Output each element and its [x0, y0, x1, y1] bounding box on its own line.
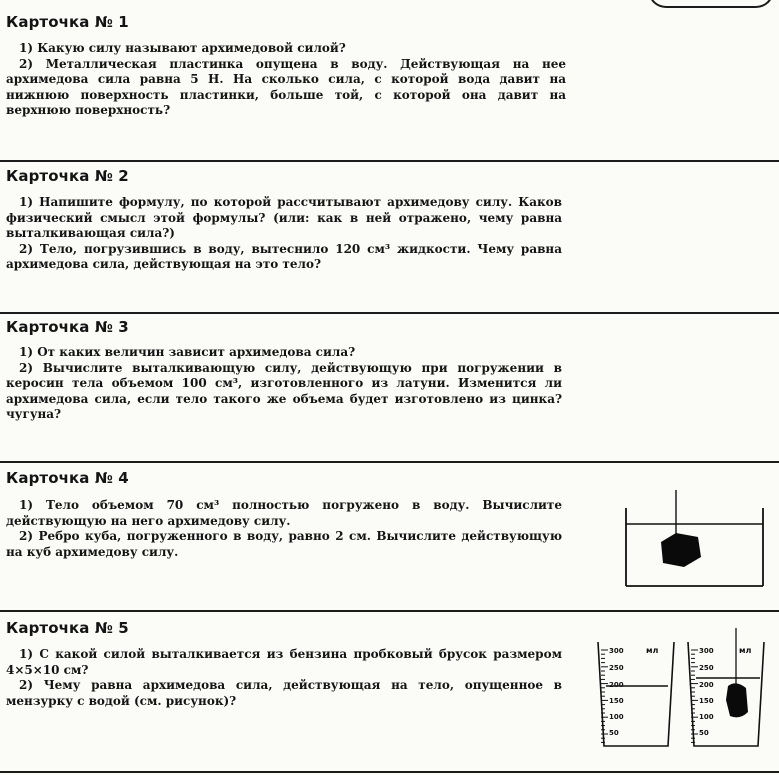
beaker-1-scale-50: 50	[609, 729, 619, 737]
card-2-question-1: 1) Напишите формулу, по которой рассчитывают архимедову силу. Каков физический смысл этой формулы? (или: как в ней отражено, чему равна выталкивающая сила?)	[6, 195, 562, 241]
card-1	[6, 12, 566, 119]
submerged-cube	[661, 533, 701, 567]
beaker-2-scale-50: 50	[699, 729, 709, 737]
card-2	[6, 166, 562, 273]
beaker-1-scale-100: 100	[609, 713, 624, 721]
card-5-question-2: 2) Чему равна архимедова сила, действующая на тело, опущенное в мензурку с водой (см. рисунок)?	[6, 678, 562, 708]
submerged-cube-figure	[618, 490, 768, 595]
beaker-1-scale-300: 300	[609, 647, 624, 655]
card-1-title: Карточка № 1	[6, 13, 129, 31]
beaker-2-unit-label: мл	[739, 646, 752, 655]
measuring-cylinder-2	[688, 628, 764, 746]
beaker-1-scale-250: 250	[609, 664, 624, 672]
beaker-2-scale-250: 250	[699, 664, 714, 672]
card-5	[6, 618, 562, 709]
divider-1	[0, 160, 779, 162]
card-3	[6, 317, 562, 423]
card-4-title: Карточка № 4	[6, 469, 129, 487]
card-1-question-2: 2) Металлическая пластинка опущена в воду. Действующая на нее архимедова сила равна 5 Н. На сколько сила, с которой вода давит на нижнюю поверхность пластинки, больше той, с которой она давит на верхнюю поверхность?	[6, 56, 566, 118]
divider-3	[0, 461, 779, 463]
measuring-cylinder-1	[598, 642, 674, 746]
card-3-question-1: 1) От каких величин зависит архимедова сила?	[19, 345, 356, 359]
beaker-2-submerged-body	[726, 683, 748, 717]
card-4-question-2: 2) Ребро куба, погруженного в воду, равно 2 см. Вычислите действующую на куб архимедову силу.	[6, 529, 562, 559]
beaker-figure	[596, 626, 776, 751]
card-3-question-2: 2) Вычислите выталкивающую силу, действующую при погружении в керосин тела объемом 100 см³, изготовленного из латуни. Изменится ли архимедова сила, если тело такого же объема будет изготовлено из цинка? чугуна?	[6, 360, 562, 422]
beaker-1-scale-150: 150	[609, 697, 624, 705]
card-5-title: Карточка № 5	[6, 619, 129, 637]
card-2-title: Карточка № 2	[6, 167, 129, 185]
beaker-1-unit-label: мл	[646, 646, 659, 655]
card-2-question-2: 2) Тело, погрузившись в воду, вытеснило 120 см³ жидкости. Чему равна архимедова сила, действующая на это тело?	[6, 241, 562, 272]
card-1-question-1: 1) Какую силу называют архимедовой силой?	[19, 41, 346, 55]
beaker-2-scale-200: 200	[699, 681, 714, 689]
beaker-2-scale-300: 300	[699, 647, 714, 655]
divider-2	[0, 312, 779, 314]
card-4	[6, 468, 562, 560]
divider-bottom	[0, 771, 779, 773]
top-edge-arc	[648, 0, 774, 8]
divider-4	[0, 610, 779, 612]
beaker-2-scale-150: 150	[699, 697, 714, 705]
card-3-title: Карточка № 3	[6, 318, 129, 336]
card-5-question-1: 1) С какой силой выталкивается из бензина пробковый брусок размером 4×5×10 см?	[6, 647, 562, 677]
beaker-1-scale-200: 200	[609, 681, 624, 689]
beaker-2-scale-100: 100	[699, 713, 714, 721]
card-4-question-1: 1) Тело объемом 70 см³ полностью погружено в воду. Вычислите действующую на него архимедову силу.	[6, 498, 562, 528]
